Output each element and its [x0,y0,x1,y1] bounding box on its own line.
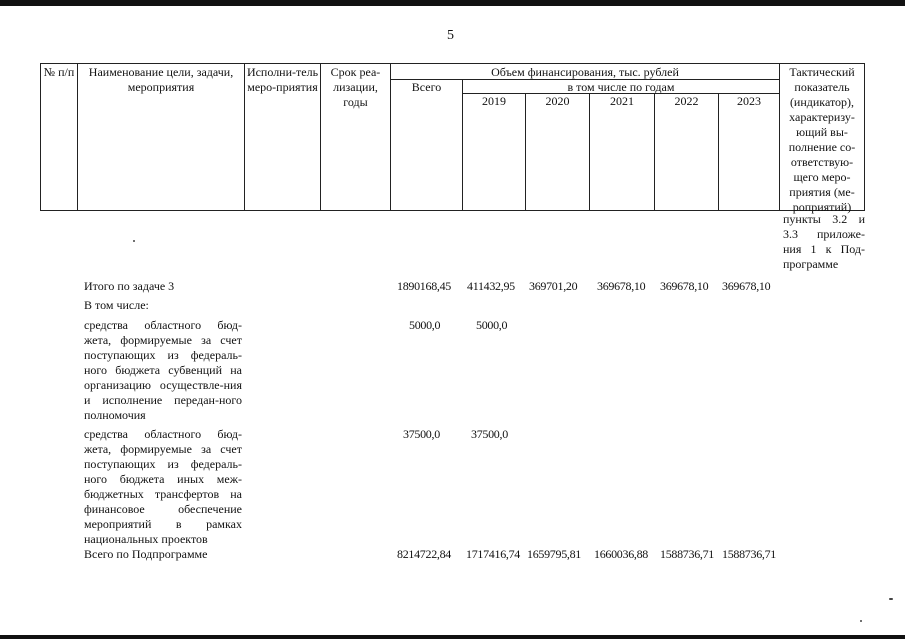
header-col-by-years: в том числе по годам [567,80,675,94]
header-year-2019: 2019 [482,94,506,108]
indicator-reference: пункты 3.2 и 3.3 приложе-ния 1 к Под-программе [783,212,865,271]
header-col-volume: Объем финансирования, тыс. рублей [491,65,679,79]
cell-2023: 369678,10 [722,279,771,293]
page-number: 5 [447,28,454,43]
header-year-2020: 2020 [545,94,570,108]
top-border [0,0,905,6]
scan-speck [860,620,862,622]
header-year-2021: 2021 [610,94,634,108]
cell-2020: 1659795,81 [527,547,582,561]
header-col-term: Срок реа-лизации, годы [330,65,381,109]
header-col-total: Всего [411,80,442,94]
cell-2022: 369678,10 [660,279,709,293]
cell-2022: 1588736,71 [660,547,715,561]
row-name: Всего по Подпрограмме [84,547,208,561]
cell-2019: 1717416,74 [466,547,521,561]
bottom-border [0,635,905,639]
cell-2021: 1660036,88 [594,547,649,561]
cell-total: 1890168,45 [397,279,452,293]
cell-2020: 369701,20 [529,279,578,293]
row-name: Итого по задаче 3 [84,279,175,293]
row-name: средства областного бюд-жета, формируемые за счет поступающих из федераль-ного бюджета субвенций на организацию осуществле-ния и исполнение передан-ного полномочия [84,318,242,422]
scan-speck [133,240,135,242]
header-year-2023: 2023 [737,94,761,108]
cell-total: 5000,0 [409,318,441,332]
row-including-label: В том числе: [84,298,149,312]
header-col-number: № п/п [43,65,75,79]
cell-2019: 37500,0 [471,427,508,441]
cell-2023: 1588736,71 [722,547,777,561]
cell-2021: 369678,10 [597,279,646,293]
cell-2019: 411432,95 [467,279,515,293]
cell-total: 37500,0 [403,427,440,441]
header-col-indicator: Тактический показатель (индикатор), характеризу-ющий вы-полнение со-ответствую-щего меро-приятия (ме-роприятий) [788,65,856,214]
header-col-executor: Исполни-тель меро-приятия [246,65,319,94]
header-year-2022: 2022 [674,94,699,108]
cell-total: 8214722,84 [397,547,452,561]
cell-2019: 5000,0 [476,318,508,332]
header-col-name: Наименование цели, задачи, мероприятия [88,65,234,94]
scan-speck [889,598,893,600]
row-name: средства областного бюд-жета, формируемые за счет поступающих из федераль-ного бюджета иных меж-бюджетных трансфертов на финансовое обеспечение мероприятий в рамках национальных проектов [84,427,242,546]
